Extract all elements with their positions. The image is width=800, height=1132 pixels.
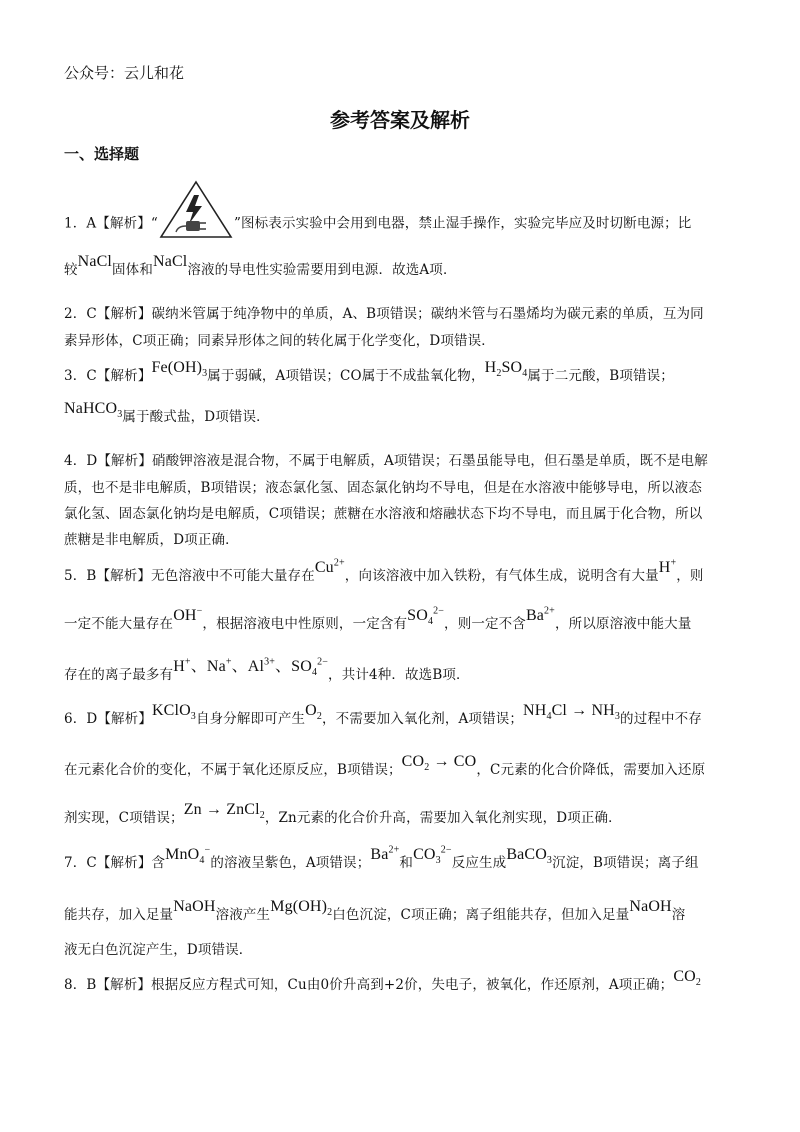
answer-4-line-4: 蔗糖是非电解质，D项正确． bbox=[64, 532, 239, 548]
answer-1-line-1: 1．A【解析】“ ”图标表示实验中会用到电器，禁止湿手操作，实验完毕应及时切断电源；比 bbox=[64, 193, 740, 255]
answer-4-line-2: 质，也不是非电解质，B项错误；液态氯化氢、固态氯化钠均不导电，但是在水溶液中能够导电，所以液态 bbox=[64, 480, 702, 496]
answer-3-line-2: NaHCO$_3$属于酸式盐，D项错误． bbox=[64, 400, 270, 425]
answer-5-line-3: 存在的离子最多有H+、Na+、$Al^{3+}$、$SO_4^{2-}$，共计4种．故选B项． bbox=[64, 656, 470, 683]
answer-1-line-2: 较NaCl固体和NaCl溶液的导电性实验需要用到电源．故选A项． bbox=[64, 253, 457, 278]
answer-3-line-1: 3．C【解析】$Fe(OH)_3$属于弱碱，A项错误；CO属于不成盐氧化物，$H_2SO_4$属于二元酸，B项错误； bbox=[64, 359, 674, 384]
answer-7-line-2: 能共存，加入足量NaOH溶液产生$Mg(OH)_2$白色沉淀，C项正确；离子组能共存，但加入足量NaOH溶 bbox=[64, 898, 686, 923]
answer-7-line-3: 液无白色沉淀产生，D项错误． bbox=[64, 942, 253, 958]
answer-6-line-2: 在元素化合价的变化，不属于氧化还原反应，B项错误；$CO_2$ → CO，C元素的化合价降低，需要加入还原 bbox=[64, 753, 706, 778]
answer-4-line-3: 氯化氢、固态氯化钠均是电解质，C项错误；蔗糖在水溶液和熔融状态下均不导电，而且属于化合物，所以 bbox=[64, 506, 703, 522]
electricity-warning-icon bbox=[158, 179, 234, 241]
page-title: 参考答案及解析 bbox=[330, 108, 470, 132]
answer-7-line-1: 7．C【解析】含MnO$_4$−的溶液呈紫色，A项错误；$Ba^{2+}$和$CO_3^{2-}$反应生成BaCO$_3$沉淀，B项错误；离子组 bbox=[64, 844, 699, 871]
answer-2-line-2: 素异形体，C项正确；同素异形体之间的转化属于化学变化，D项错误． bbox=[64, 333, 495, 349]
answer-8-line-1: 8．B【解析】根据反应方程式可知，Cu由0价升高到+2价，失电子，被氧化，作还原剂，A项正确；$CO_2$ bbox=[64, 968, 702, 993]
answer-5-line-1: 5．B【解析】无色溶液中不可能大量存在$Cu^{2+}$，向该溶液中加入铁粉，有气体生成，说明含有大量H+，则 bbox=[64, 557, 704, 584]
answer-4-line-1: 4．D【解析】硝酸钾溶液是混合物，不属于电解质，A项错误；石墨虽能导电，但石墨是单质，既不是电解 bbox=[64, 453, 708, 469]
answer-5-line-2: 一定不能大量存在OH−，根据溶液电中性原则，一定含有$SO_4^{2-}$，则一定不含$Ba^{2+}$，所以原溶液中能大量 bbox=[64, 605, 692, 632]
answer-2-line-1: 2．C【解析】碳纳米管属于纯净物中的单质，A、B项错误；碳纳米管与石墨烯均为碳元素的单质，互为同 bbox=[64, 306, 704, 322]
section-heading: 一、选择题 bbox=[64, 145, 140, 163]
header-note: 公众号：云儿和花 bbox=[64, 64, 185, 82]
answer-6-line-1: 6．D【解析】KClO$_3$自身分解即可产生$O_2$，不需要加入氧化剂，A项错误；$NH_4Cl \to NH_3$的过程中不存 bbox=[64, 702, 702, 727]
answer-6-line-3: 剂实现，C项错误；Zn → ZnCl$_2$，Zn元素的化合价升高，需要加入氧化剂实现，D项正确． bbox=[64, 801, 622, 826]
